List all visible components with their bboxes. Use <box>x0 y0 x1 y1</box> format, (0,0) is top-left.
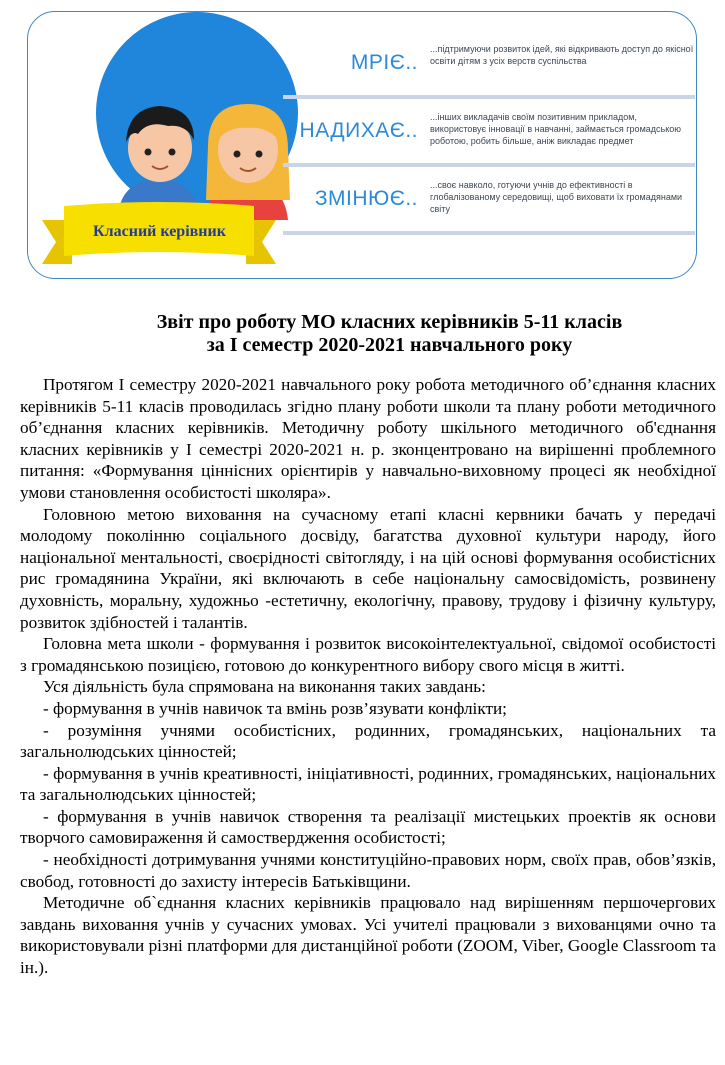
paragraph: Методичне об`єднання класних керівників працювало над вирішенням першочергових завдань виховання учнів у сучасних умовах. Усі учителі працювали з вихованцями очно та використовували різні платформи для дистанційної роботи (ZOOM, Viber, Google Classroom та ін.). <box>20 893 716 978</box>
title-line-1: Звіт про роботу МО класних керівників 5-11 класів <box>156 311 623 333</box>
motto-word: НАДИХАЄ.. <box>299 119 418 142</box>
motto-word: ЗМІНЮЄ.. <box>314 187 418 210</box>
motto-item <box>283 105 695 163</box>
title-line-2: за І семестр 2020-2021 навчального року <box>206 334 573 356</box>
page-title <box>0 311 725 357</box>
paragraph: Протягом І семестру 2020-2021 навчального року робота методичного об’єднання класних керівників 5-11 класів проводилась згідно плану роботи школи та плану роботи методичного об’єднання класних керівників. Методичну роботу шкільного методичного об'єднання класних керівників у І семестрі 2020-2021 н. р. зконцентровано на вирішенні проблемного питання: «Формування ціннісних орієнтирів у навчально-виховному процесі як необхідної умови становлення особистості школяра». <box>20 375 716 502</box>
paragraph: Головна мета школи - формування і розвиток високоінтелектуальної, свідомої особистості з громадянською позицією, готовою до конкурентного вибору свого місця в житті. <box>20 634 716 675</box>
paragraph: Уся діяльність була спрямована на виконання таких завдань: <box>43 677 486 697</box>
header-banner <box>27 11 697 279</box>
list-item: - формування в учнів креативності, ініціативності, родинних, громадянських, національних та загальнолюдських цінностей; <box>20 763 716 805</box>
list-item: - розуміння учнями особистісних, родинних, громадянських, національних та загальнолюдських цінностей; <box>20 720 716 762</box>
motto-text: ...підтримуючи розвиток ідей, які відкривають доступ до якісної освіти дітям з усіх верств суспільства <box>430 44 694 66</box>
ribbon-label: Класний керівник <box>93 223 226 240</box>
paragraph: Головною метою виховання на сучасному етапі класні кервники бачать у передачі молодому поколінню соціального досвіду, багатства духовної культури народу, його національної ментальності, своєрідності світогляду, і на цій основі формування особистісних рис громадянина України, які включають в себе національну самосвідомість, розвинену духовність, моральну, художньо -естетичну, екологічну, правову, трудову і фізичну культуру, розвиток здібностей і талантів. <box>20 504 716 632</box>
divider <box>283 231 695 235</box>
motto-text: ...своє навколо, готуючи учнів до ефективності в глобалізованому середовищі, щоб виховати їх громадянами світу <box>430 180 683 214</box>
list-item: - необхідності дотримування учнями конституційно-правових норм, своїх прав, обов’язків, свобод, готовності до захисту інтересів Батьківщини. <box>20 850 716 891</box>
motto-item <box>283 37 695 95</box>
divider <box>283 95 695 99</box>
list-item: - формування в учнів навичок та вмінь розв’язувати конфлікти; <box>43 698 507 718</box>
report-body <box>20 374 716 979</box>
motto-item <box>283 173 695 231</box>
motto-list <box>283 37 695 241</box>
divider <box>283 163 695 167</box>
motto-text: ...інших викладачів своїм позитивним прикладом, використовує інновації в навчанні, займається громадською роботою, робить більше, аніж викладає предмет <box>430 112 681 146</box>
motto-word: МРІЄ.. <box>350 51 418 74</box>
list-item: - формування в учнів навичок створення та реалізації мистецьких проектів як основи творчого самовираження й самоствердження особистості; <box>20 806 716 848</box>
